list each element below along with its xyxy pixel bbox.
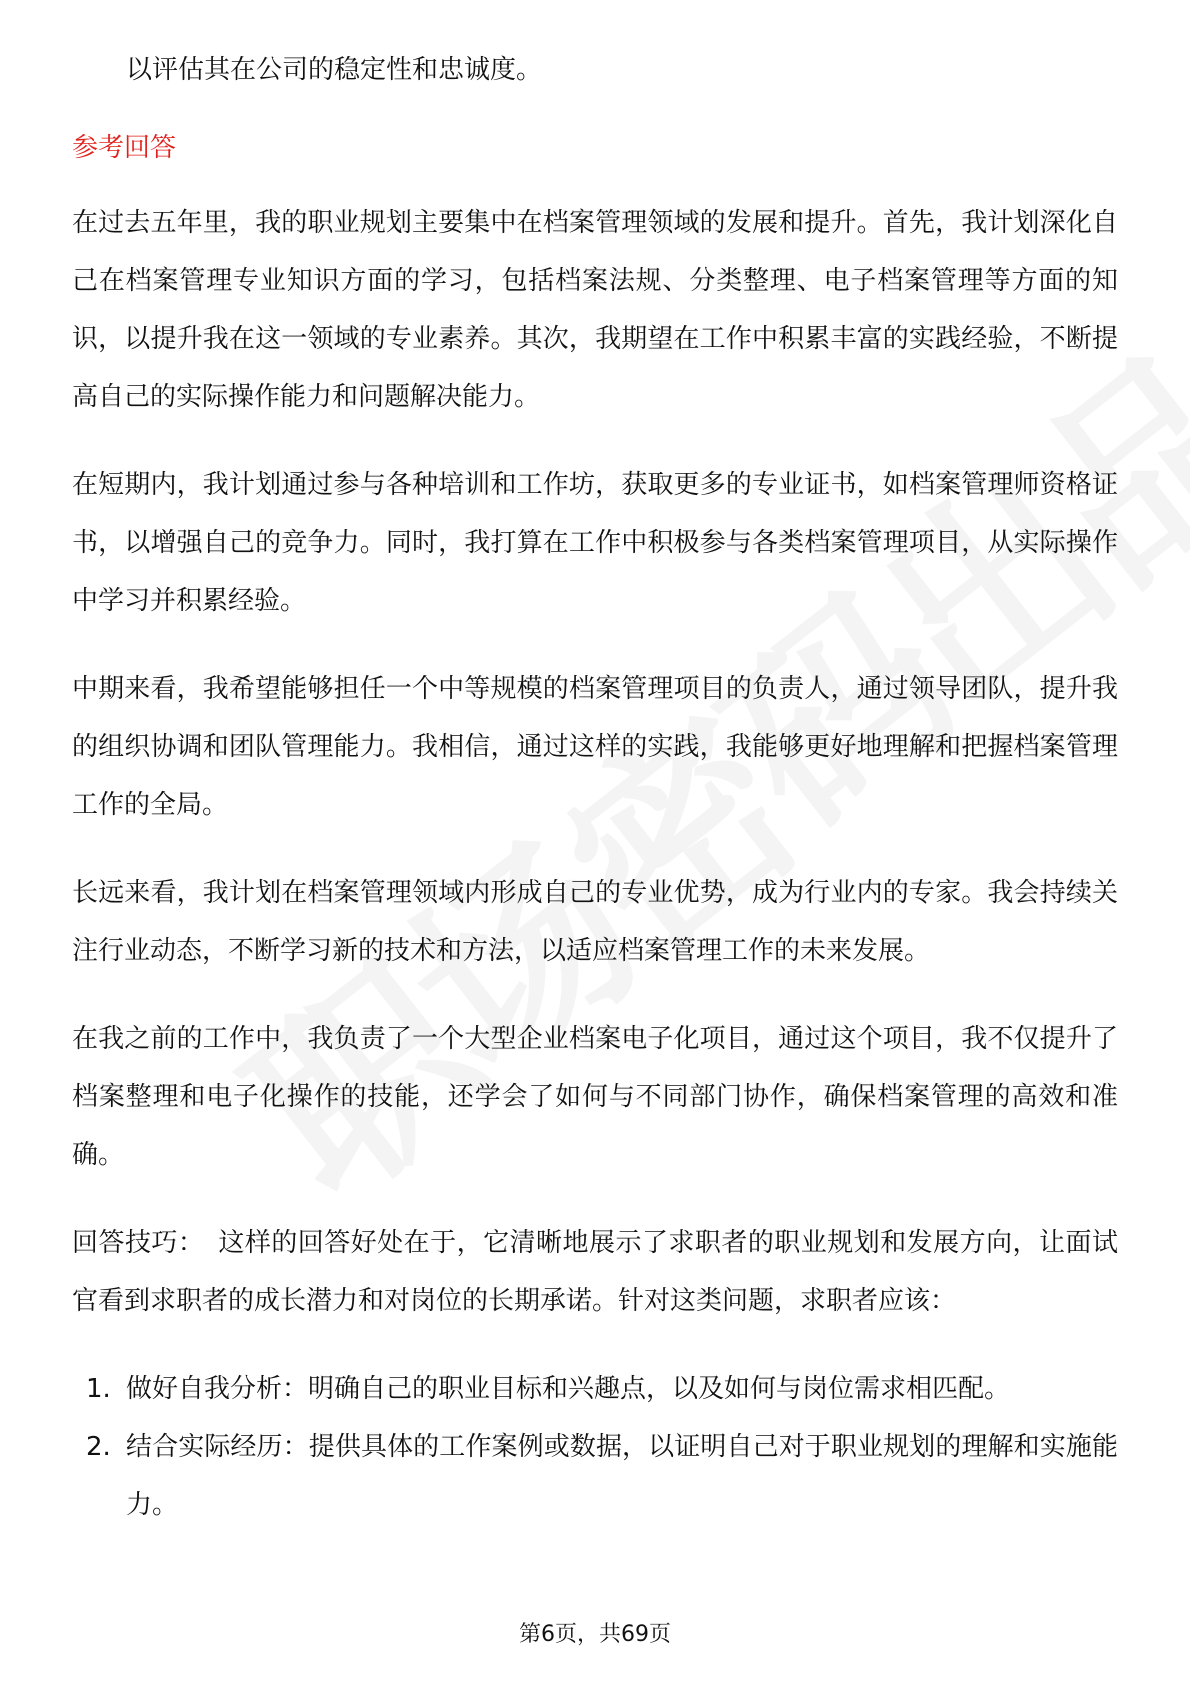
answer-paragraph: 长远来看，我计划在档案管理领域内形成自己的专业优势，成为行业内的专家。我会持续关注行业动态，不断学习新的技术和方法，以适应档案管理工作的未来发展。 [72,878,1118,966]
tip-list [72,1360,1118,1534]
list-item-number: 2. [86,1432,111,1462]
intro-line: 以评估其在公司的稳定性和忠诚度。 [126,55,543,85]
section-heading: 参考回答 [72,133,177,163]
answer-paragraph: 在我之前的工作中，我负责了一个大型企业档案电子化项目，通过这个项目，我不仅提升了档案整理和电子化操作的技能，还学会了如何与不同部门协作，确保档案管理的高效和准确。 [72,1024,1118,1170]
tips-paragraph [72,1214,1118,1330]
tips-text: 这样的回答好处在于，它清晰地展示了求职者的职业规划和发展方向，让面试官看到求职者的成长潜力和对岗位的长期承诺。针对这类问题，求职者应该： [72,1228,1118,1316]
list-item [72,1418,1118,1534]
list-item [72,1360,1118,1418]
tips-label: 回答技巧： [72,1228,205,1258]
list-item-text: 结合实际经历：提供具体的工作案例或数据，以证明自己对于职业规划的理解和实施能力。 [126,1432,1118,1520]
answer-paragraph: 在短期内，我计划通过参与各种培训和工作坊，获取更多的专业证书，如档案管理师资格证书，以增强自己的竞争力。同时，我打算在工作中积极参与各类档案管理项目，从实际操作中学习并积累经验。 [72,470,1118,616]
answer-paragraph: 中期来看，我希望能够担任一个中等规模的档案管理项目的负责人，通过领导团队，提升我的组织协调和团队管理能力。我相信，通过这样的实践，我能够更好地理解和把握档案管理工作的全局。 [72,674,1118,820]
page-number: 第6页，共69页 [519,1622,671,1647]
list-item-number: 1. [86,1374,111,1404]
answer-paragraph: 在过去五年里，我的职业规划主要集中在档案管理领域的发展和提升。首先，我计划深化自己在档案管理专业知识方面的学习，包括档案法规、分类整理、电子档案管理等方面的知识，以提升我在这一领域的专业素养。其次，我期望在工作中积累丰富的实践经验，不断提高自己的实际操作能力和问题解决能力。 [72,208,1118,412]
list-item-text: 做好自我分析：明确自己的职业目标和兴趣点，以及如何与岗位需求相匹配。 [126,1374,1011,1404]
page-content [72,48,1118,1534]
